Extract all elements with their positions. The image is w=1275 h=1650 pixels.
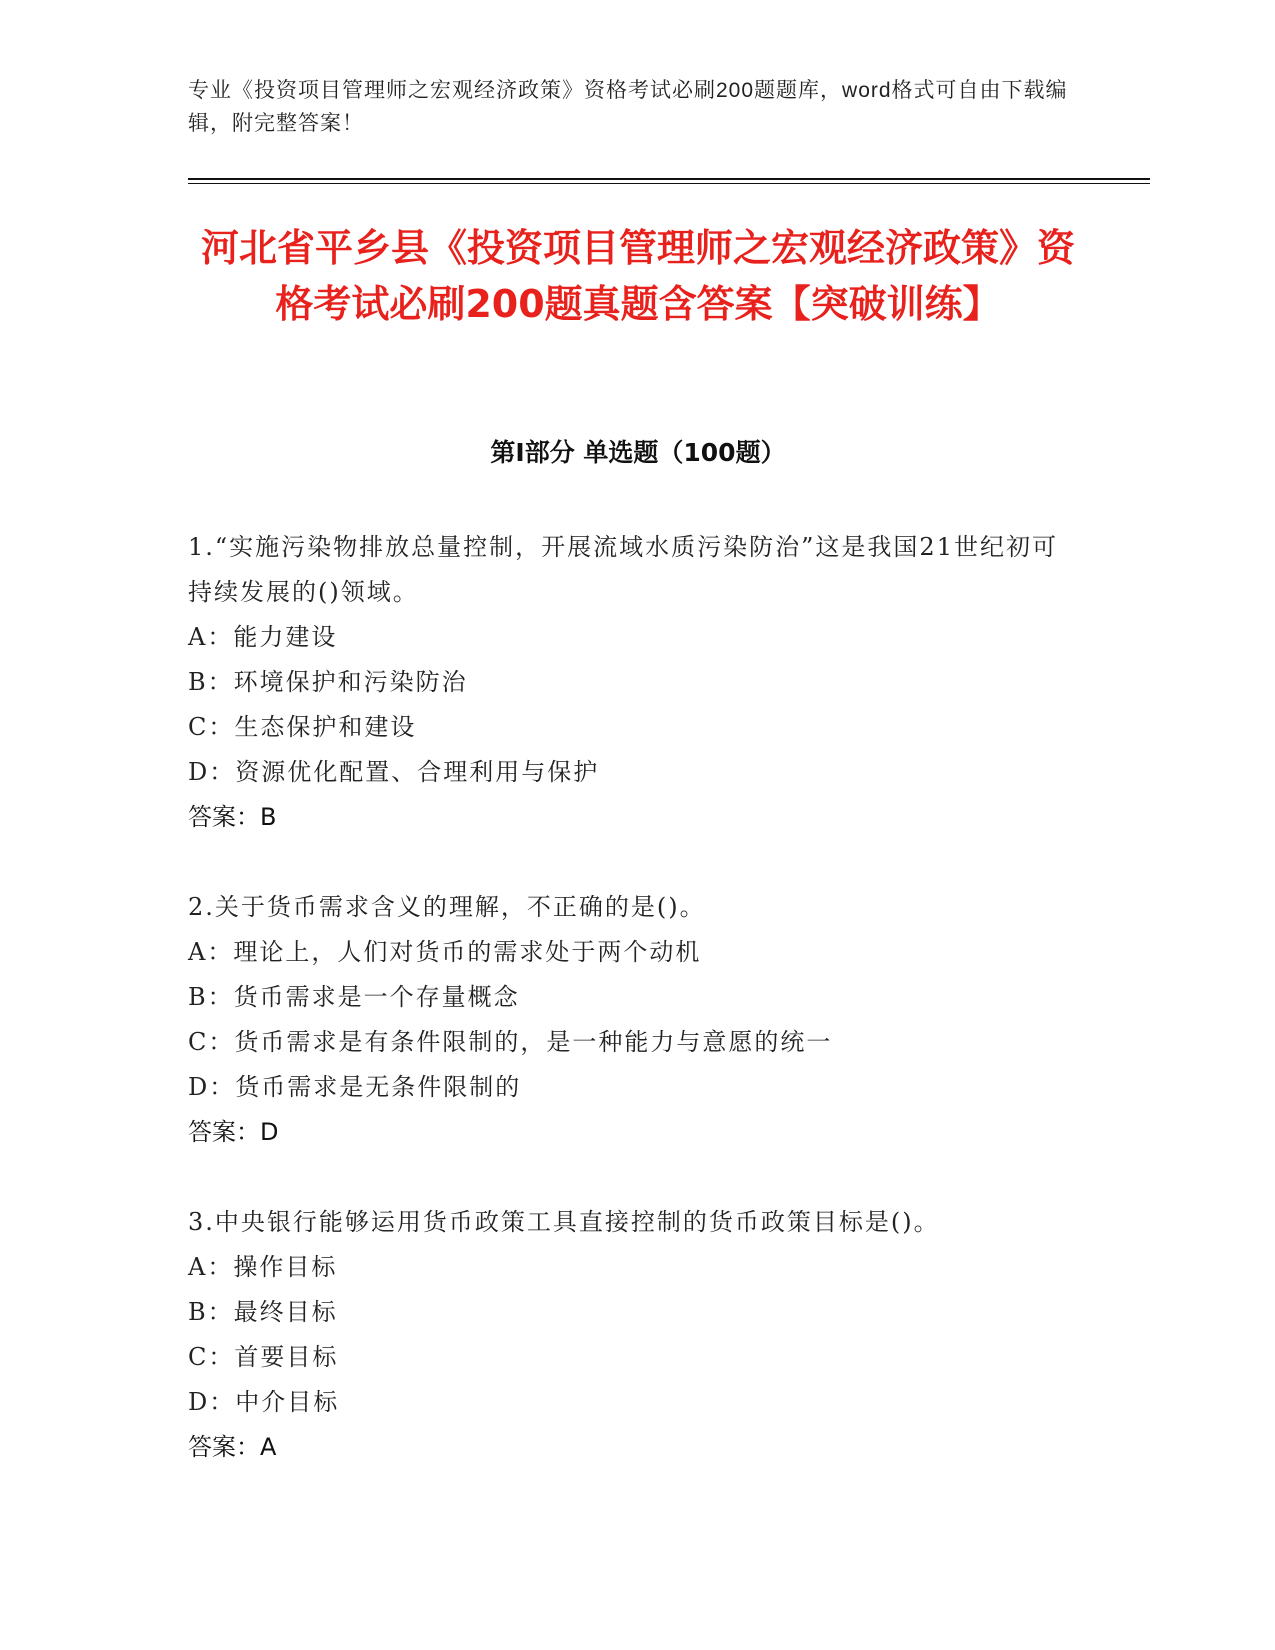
section-title: 第I部分 单选题（100题） [490,438,786,467]
option-d: D：中介目标 [188,1388,340,1416]
header-note: 专业《投资项目管理师之宏观经济政策》资格考试必刷200题题库，word格式可自由下载编辑，附完整答案！ [188,79,1068,135]
option-a: A：能力建设 [188,623,338,651]
question-stem: 1.“实施污染物排放总量控制，开展流域水质污染防治”这是我国21世纪初可持续发展的()领域。 [188,533,1058,606]
question-item [188,525,1068,840]
question-list [188,525,1068,1515]
question-item [188,885,1068,1155]
answer-line: 答案：D [188,1118,279,1146]
header-divider-thick [188,178,1150,180]
option-b: B：环境保护和污染防治 [188,668,468,696]
option-d: D：资源优化配置、合理利用与保护 [188,758,600,786]
option-b: B：货币需求是一个存量概念 [188,983,520,1011]
question-item [188,1200,1068,1470]
option-a: A：操作目标 [188,1253,338,1281]
question-stem: 2.关于货币需求含义的理解，不正确的是()。 [188,893,706,921]
option-c: C：生态保护和建设 [188,713,417,741]
option-c: C：货币需求是有条件限制的，是一种能力与意愿的统一 [188,1028,833,1056]
answer-line: 答案：B [188,803,277,831]
option-b: B：最终目标 [188,1298,338,1326]
option-c: C：首要目标 [188,1343,339,1371]
option-a: A：理论上，人们对货币的需求处于两个动机 [188,938,702,966]
document-title: 河北省平乡县《投资项目管理师之宏观经济政策》资格考试必刷200题真题含答案【突破训练】 [200,226,1075,326]
option-d: D：货币需求是无条件限制的 [188,1073,522,1101]
answer-line: 答案：A [188,1433,277,1461]
header-divider-thin [188,183,1150,184]
question-stem: 3.中央银行能够运用货币政策工具直接控制的货币政策目标是()。 [188,1208,940,1236]
